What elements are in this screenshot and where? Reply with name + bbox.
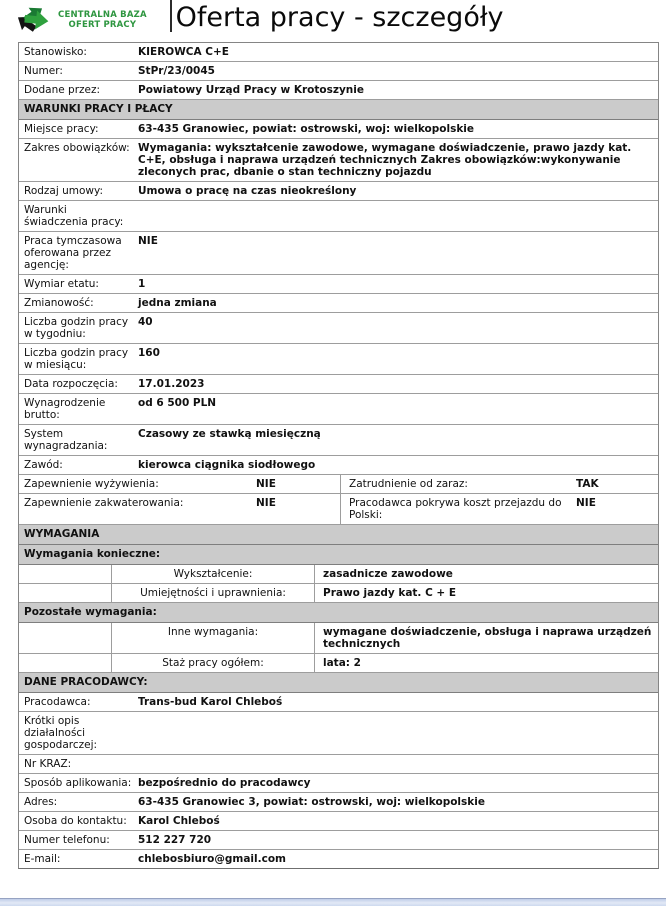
field-value: chlebosbiuro@gmail.com [138,853,286,865]
field-value: Trans-bud Karol Chleboś [138,696,283,708]
row-wynagrodzenie [19,394,658,425]
field-value: 63-435 Granowiec, powiat: ostrowski, woj: wielkopolskie [138,123,475,135]
row-sposob-aplikowania [19,774,658,793]
field-label: Adres: [24,796,58,808]
field-label: Dodane przez: [24,84,101,96]
row-inne-wymagania [19,623,658,654]
field-value: KIEROWCA C+E [138,46,229,58]
field-value [133,712,658,754]
field-value: Prawo jazdy kat. C + E [323,587,457,599]
section-dane-pracodawcy: DANE PRACODAWCY: [19,673,658,693]
row-numer [19,62,658,81]
field-label: Rodzaj umowy: [24,185,103,197]
row-dodane-przez [19,81,658,100]
row-wymiar-etatu [19,275,658,294]
logo-line2: OFERT PRACY [68,20,137,30]
field-value: lata: 2 [323,657,361,669]
field-label: E-mail: [24,853,61,865]
field-label: Numer: [24,65,63,77]
indent-spacer [19,623,112,653]
field-label: Miejsce pracy: [24,123,99,135]
field-value: 1 [138,278,146,290]
row-praca-tymczasowa [19,232,658,275]
row-osoba-kontaktu [19,812,658,831]
field-label: Zapewnienie zakwaterowania: [24,497,184,509]
field-label: Zawód: [24,459,63,471]
field-label: Warunki świadczenia pracy: [24,204,124,228]
row-nr-kraz [19,755,658,774]
field-value: StPr/23/0045 [138,65,215,77]
field-value: 63-435 Granowiec 3, powiat: ostrowski, woj: wielkopolskie [138,796,485,808]
field-value: bezpośrednio do pracodawcy [138,777,311,789]
field-value [133,201,658,231]
pair-cell [341,494,658,524]
field-value: Umowa o pracę na czas nieokreślony [138,185,357,197]
row-umiejetnosci [19,584,658,603]
field-label: Osoba do kontaktu: [24,815,127,827]
offer-details-table [18,42,659,869]
field-value: kierowca ciągnika siodłowego [138,459,316,471]
row-zakres-obowiazkow [19,139,658,182]
field-value: 160 [138,347,160,359]
row-miejsce-pracy [19,120,658,139]
field-label: Zakres obowiązków: [24,142,130,154]
row-numer-telefonu [19,831,658,850]
field-label: Nr KRAZ: [24,758,72,770]
indent-spacer [19,654,112,672]
field-value: jedna zmiana [138,297,217,309]
field-value: Czasowy ze stawką miesięczną [138,428,321,440]
field-label: Numer telefonu: [24,834,110,846]
page-title: Oferta pracy - szczegóły [175,2,504,33]
row-staz-pracy [19,654,658,673]
section-wymagania: WYMAGANIA [19,525,658,545]
field-label: Staż pracy ogółem: [112,654,315,672]
field-value: NIE [138,235,158,247]
cbop-logo-icon [14,2,52,38]
field-value: od 6 500 PLN [138,397,217,409]
field-value: Karol Chleboś [138,815,220,827]
field-value: NIE [256,478,276,490]
field-value: Wymagania: wykształcenie zawodowe, wymagane doświadczenie, prawo jazdy kat. C+E, obsługa i naprawa urządzeń technicznych Zakres obowiązków:wykonywanie zleconych prac, dbanie o stan techniczny pojazdu [138,142,632,178]
field-label: Liczba godzin pracy w miesiącu: [24,347,129,371]
field-value: NIE [576,497,596,509]
field-label: Zatrudnienie od zaraz: [349,478,468,490]
cbop-logo [14,2,147,38]
page-header [0,0,666,42]
row-rodzaj-umowy [19,182,658,201]
row-wyzywienie-zatrudnienie [19,475,658,494]
field-value: NIE [256,497,276,509]
field-value: TAK [576,478,599,490]
row-wyksztalcenie [19,565,658,584]
field-label: Pracodawca: [24,696,91,708]
row-zakwaterowanie-przejazd [19,494,658,525]
logo-line1: CENTRALNA BAZA [58,10,147,20]
field-label: System wynagradzania: [24,428,108,452]
row-godziny-tydzien [19,313,658,344]
field-label: Wykształcenie: [112,565,315,583]
field-label: Zmianowość: [24,297,94,309]
field-value [133,755,658,773]
indent-spacer [19,565,112,583]
field-label: Stanowisko: [24,46,87,58]
field-value: 40 [138,316,153,328]
row-stanowisko [19,43,658,62]
row-zawod [19,456,658,475]
pair-cell [19,475,341,493]
field-value: zasadnicze zawodowe [323,568,453,580]
row-godziny-miesiac [19,344,658,375]
field-label: Inne wymagania: [112,623,315,653]
field-label: Wymiar etatu: [24,278,99,290]
row-warunki-swiadczenia [19,201,658,232]
field-label: Data rozpoczęcia: [24,378,118,390]
indent-spacer [19,584,112,602]
field-value: 17.01.2023 [138,378,205,390]
pair-cell [341,475,658,493]
field-value: wymagane doświadczenie, obsługa i naprawa urządzeń technicznych [323,626,652,650]
row-zmianowosc [19,294,658,313]
cbop-logo-text [58,10,147,30]
field-label: Sposób aplikowania: [24,777,132,789]
row-data-rozpoczecia [19,375,658,394]
field-label: Pracodawca pokrywa koszt przejazdu do Polski: [349,497,562,521]
field-label: Liczba godzin pracy w tygodniu: [24,316,129,340]
field-value: Powiatowy Urząd Pracy w Krotoszynie [138,84,365,96]
row-krotki-opis [19,712,658,755]
section-wymagania-konieczne: Wymagania konieczne: [19,545,658,565]
row-email [19,850,658,868]
row-adres [19,793,658,812]
field-label: Zapewnienie wyżywienia: [24,478,159,490]
field-value: 512 227 720 [138,834,212,846]
pair-cell [19,494,341,524]
row-system-wynagradzania [19,425,658,456]
row-pracodawca [19,693,658,712]
header-divider-line [170,0,172,32]
section-pozostale-wymagania: Pozostałe wymagania: [19,603,658,623]
field-label: Krótki opis działalności gospodarczej: [24,715,98,751]
field-label: Praca tymczasowa oferowana przez agencję: [24,235,122,271]
field-label: Wynagrodzenie brutto: [24,397,106,421]
field-label: Umiejętności i uprawnienia: [112,584,315,602]
section-warunki-pracy: WARUNKI PRACY I PŁACY [19,100,658,120]
window-bottom-edge [0,898,666,906]
